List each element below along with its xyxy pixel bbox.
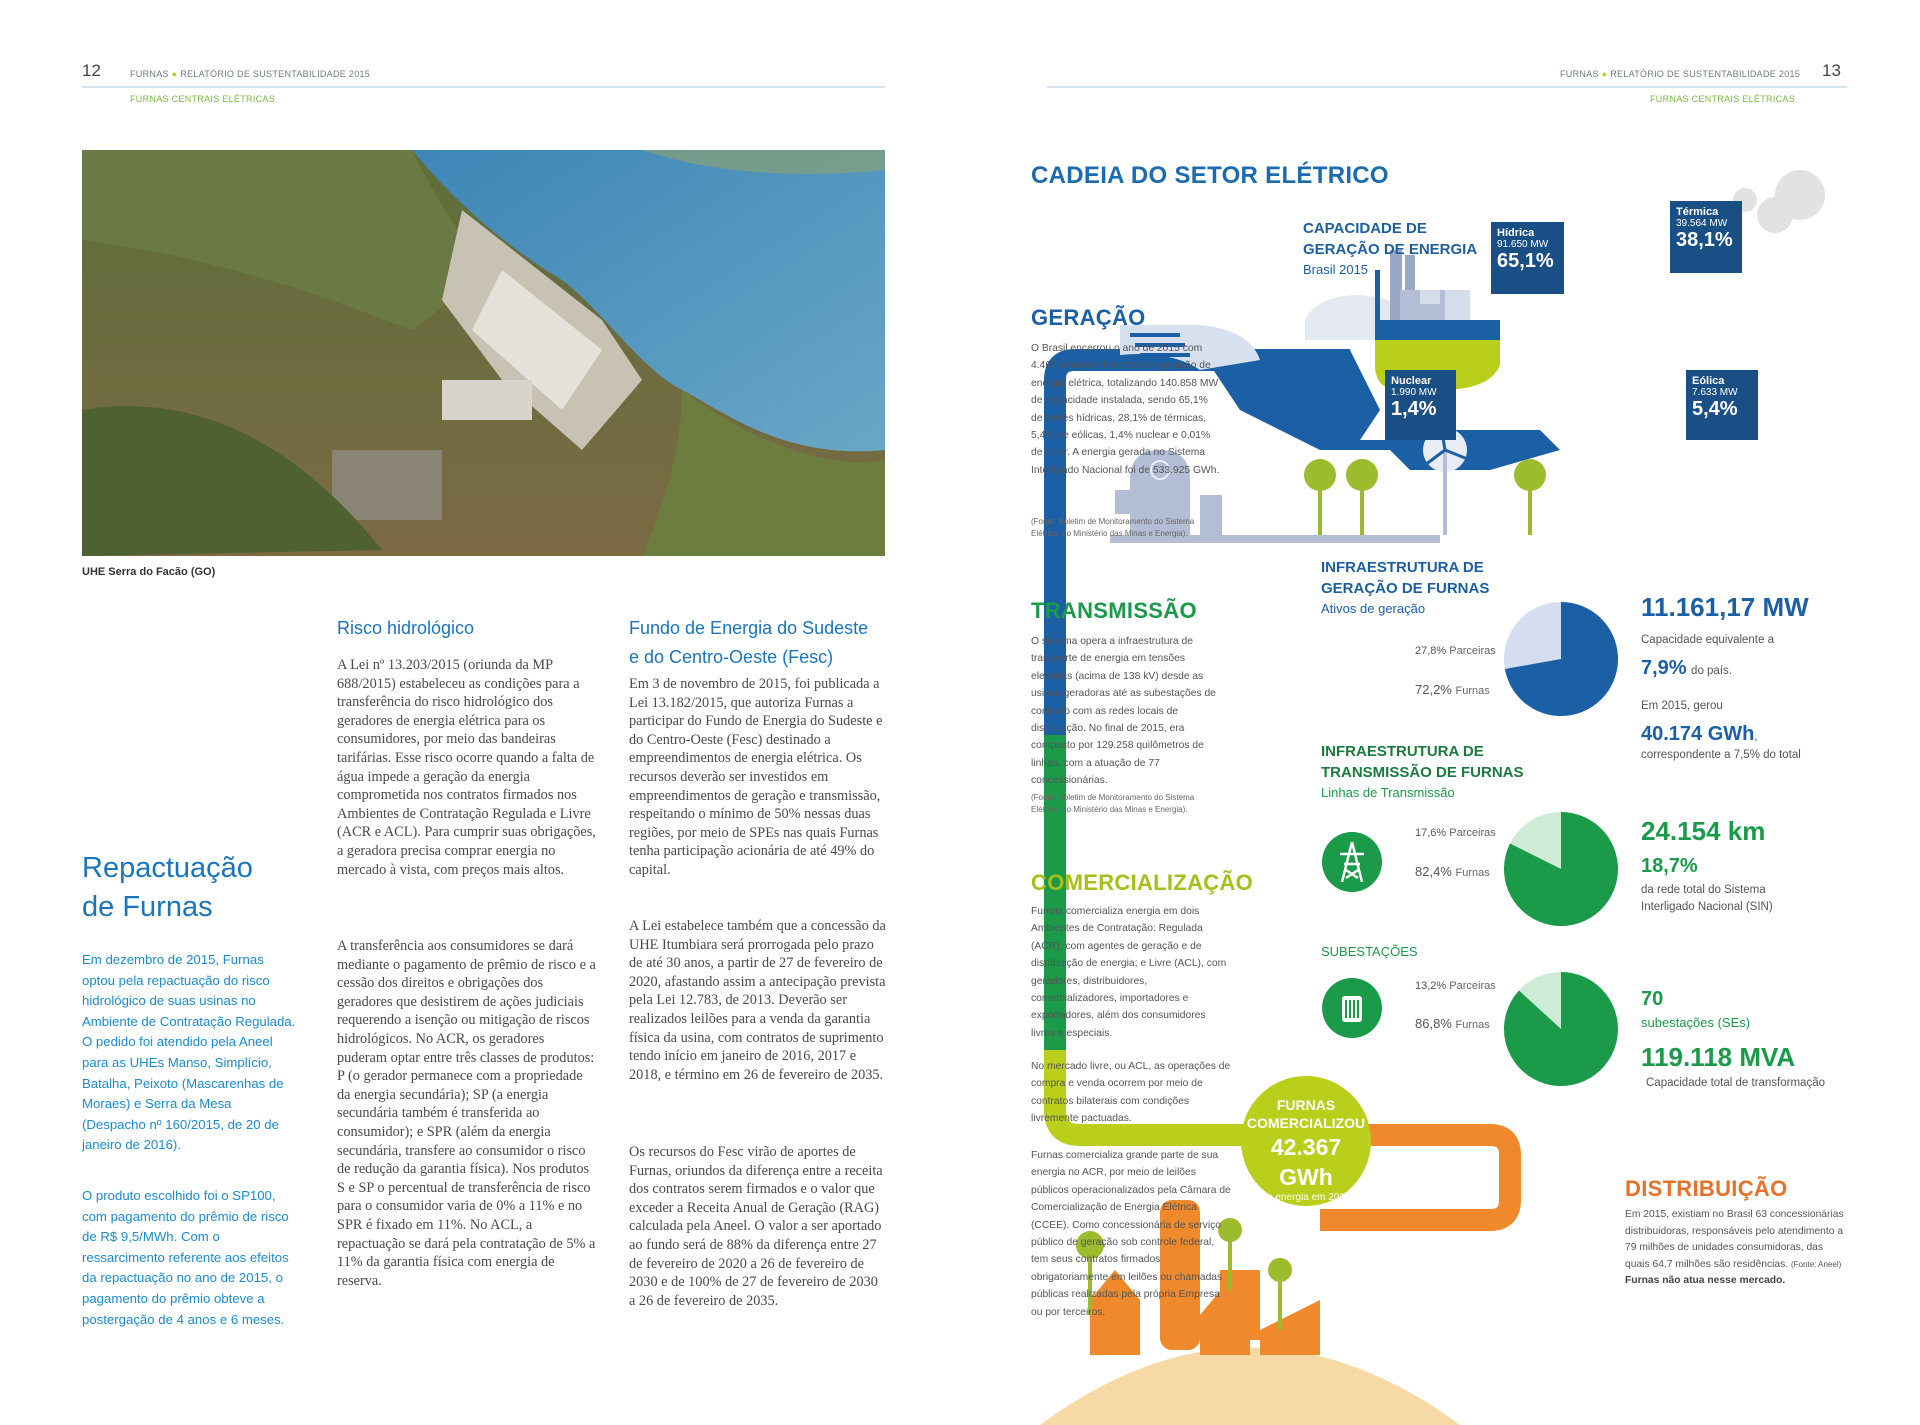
flag-nuclear: Nuclear 1.990 MW 1,4% bbox=[1385, 370, 1456, 440]
col1-title: Risco hidrológico bbox=[337, 618, 475, 638]
infra-geracao-capacity: 11.161,17 MW bbox=[1641, 592, 1809, 622]
transmissao-source: (Fonte: Boletim de Monitoramento do Sistema Elétrico, do Ministério das Minas e Energia). bbox=[1031, 793, 1195, 814]
comercializacao-paragraph-2: No mercado livre, ou ACL, as operações de compra e venda ocorrem por meio de contratos bilaterais com condições livremente pactuadas. bbox=[1031, 1061, 1231, 1125]
infra-geracao-subtitle: Ativos de geração bbox=[1321, 601, 1426, 616]
comercializacao-paragraph-1: Furnas comercializa energia em dois Ambientes de Contratação: Regulada (ACR), com agentes de geração e de distribuição de energia; e Livre (ACL), com geradores, distribuidores, comercializadores, importadores e exportadores, além dos consumidores livres e especiais. bbox=[1031, 906, 1227, 1039]
transmissao-paragraph: O sistema opera a infraestrutura de transporte de energia em tensões elevadas (acima de 138 kV) desde as usinas geradoras até as subestações de conexão com as redes locais de distribuição. No final de 2015, era composto por 129.258 quilômetros de linhas, com a atuação de 77 concessionárias. bbox=[1031, 636, 1216, 787]
geracao-heading: GERAÇÃO bbox=[1031, 305, 1146, 330]
comercializacao-heading: COMERCIALIZAÇÃO bbox=[1031, 870, 1254, 895]
distribuicao-paragraph: Em 2015, existiam no Brasil 63 concessionárias distribuidoras, responsáveis pelo atendimento a 79 milhões de unidades consumidoras, das quais 64,7 milhões são residências. (Fonte: Aneel) Furnas não atua nesse mercado. bbox=[1625, 1209, 1844, 1286]
furnas-comercializou-circle: FURNAS COMERCIALIZOU 42.367 GWh de energia em 2015 bbox=[1241, 1076, 1371, 1206]
flag-eolica: Eólica 7.633 MW 5,4% bbox=[1686, 370, 1758, 440]
side-paragraph-1: Em dezembro de 2015, Furnas optou pela repactuação do risco hidrológico de suas usinas no Ambiente de Contratação Regulada. O pedido foi atendido pela Aneel para as UHEs Manso, Simplício, Batalha, Peixoto (Mascarenhas de Moraes) e Serra da Mesa (Despacho nº 160/2015, de 20 de janeiro de 2016). bbox=[82, 952, 296, 1153]
comercializacao-paragraph-3: Furnas comercializa grande parte de sua energia no ACR, por meio de leilões públicos operacionalizados pela Câmara de Comercialização de Energia Elétrica (CCEE). Como concessionária de serviço público de geração sob controle federal, tem seus contratos firmados obrigatoriamente em leilões ou chamadas públicas realizadas pela própria Empresa ou por terceiros. bbox=[1031, 1150, 1231, 1318]
col1-paragraph-2: A transferência aos consumidores se dará mediante o pagamento de prêmio de risco e a cessão dos direitos e obrigações dos geradores que desistirem de ações judiciais requerendo a isenção ou mitigação de riscos hidrológicos. No ACR, os geradores puderam optar entre três classes de produtos: P (o gerador permanece com a propriedade da energia secundária); SP (a energia secundária também é transferida ao consumidor); e SPR (além da energia secundária, transfere ao consumidor o risco de redução da garantia física). Nos produtos S e SP o percentual de transferência de risco para o consumidor varia de 0% a 11% e no SPR é fixado em 11%. No ACL, a repactuação se dará pela contratação de 5% a 11% da garantia física com energia de reserva. bbox=[337, 938, 596, 1289]
photo-caption: UHE Serra do Facão (GO) bbox=[82, 566, 216, 578]
infra-transmissao-subtitle: Linhas de Transmissão bbox=[1321, 785, 1455, 800]
pie-geracao-parceiras-label: 27,8% Parceiras bbox=[1415, 645, 1496, 657]
page-number-left: 12 bbox=[82, 61, 101, 80]
distribuicao-heading: DISTRIBUIÇÃO bbox=[1625, 1176, 1788, 1201]
subestacoes-count: 70 bbox=[1641, 988, 1664, 1010]
infra-transmissao-km: 24.154 km bbox=[1641, 816, 1766, 846]
infra-geracao-em-2015: Em 2015, gerou bbox=[1641, 700, 1723, 712]
pie-transmissao bbox=[1502, 810, 1620, 928]
capacidade-subtitle: Brasil 2015 bbox=[1303, 262, 1369, 277]
side-paragraph-2: O produto escolhido foi o SP100, com pagamento do prêmio de risco de R$ 9,5/MWh. Com o ressarcimento referente aos efeitos da repactuação no ano de 2015, o pagamento do prêmio obteve a postergação de 4 anos e 6 meses. bbox=[82, 1188, 289, 1327]
col2-title: Fundo de Energia do Sudeste e do Centro-Oeste (Fesc) bbox=[629, 618, 869, 667]
pie-transmissao-furnas-label: 82,4% Furnas bbox=[1415, 864, 1490, 879]
infra-geracao-capacity-text: Capacidade equivalente a bbox=[1641, 634, 1774, 646]
col2-paragraph-1: Em 3 de novembro de 2015, foi publicada a Lei 13.182/2015, que autoriza Furnas a participar do Fundo de Energia do Sudeste e do Centro-Oeste (Fesc) destinado a empreendimentos de energia elétrica. Os recursos deverão ser investidos em empreendimentos de geração e transmissão, respeitando o mínimo de 50% nessas duas regiões, por meio de SPEs nas quais Furnas tenha participação acionária de até 49% do capital. bbox=[629, 676, 883, 878]
pie-geracao bbox=[1502, 600, 1620, 718]
col1-paragraph-1: A Lei nº 13.203/2015 (oriunda da MP 688/2015) estabeleceu as condições para a transferência do risco hidrológico dos geradores de energia elétrica para os consumidores, por meio das bandeiras tarifárias. Esse risco ocorre quando a falta de água impede a geração da energia comprometida nos contratos firmados nos Ambientes de Contratação Regulada e Livre (ACR e ACL). Para cumprir suas obrigações, a geradora precisa comprar energia no mercado à vista, com preços mais altos. bbox=[337, 657, 596, 878]
infra-geracao-corresponde: correspondente a 7,5% do total bbox=[1641, 749, 1801, 761]
running-subheader-left: FURNAS CENTRAIS ELÉTRICAS bbox=[130, 94, 276, 104]
subestacoes-mva-text: Capacidade total de transformação bbox=[1646, 1077, 1825, 1089]
flag-hidrica: Hídrica 91.650 MW 65,1% bbox=[1491, 222, 1564, 294]
pie-transmissao-parceiras-label: 17,6% Parceiras bbox=[1415, 827, 1496, 839]
running-subheader-right: FURNAS CENTRAIS ELÉTRICAS bbox=[1650, 94, 1796, 104]
header-rule bbox=[82, 86, 885, 88]
flag-termica: Térmica 39.564 MW 38,1% bbox=[1670, 201, 1742, 273]
infra-transmissao-text: da rede total do Sistema Interligado Nacional (SIN) bbox=[1641, 884, 1773, 913]
running-header-left: FURNAS ● RELATÓRIO DE SUSTENTABILIDADE 2015 bbox=[130, 69, 371, 79]
subestacoes-count-text: subestações (SEs) bbox=[1641, 1015, 1751, 1030]
geracao-source: (Fonte: Boletim de Monitoramento do Sistema Elétrico, do Ministério das Minas e Energia). bbox=[1031, 517, 1195, 538]
dam-photo-image bbox=[82, 150, 885, 556]
pie-subestacoes-parceiras-label: 13,2% Parceiras bbox=[1415, 980, 1496, 992]
transmission-tower-icon bbox=[1322, 832, 1382, 892]
infra-transmissao-title: INFRAESTRUTURA DE TRANSMISSÃO DE FURNAS bbox=[1321, 743, 1524, 781]
running-header-right: FURNAS ● RELATÓRIO DE SUSTENTABILIDADE 2015 bbox=[1560, 69, 1801, 79]
infra-transmissao-pct: 18,7% bbox=[1641, 855, 1698, 877]
geracao-paragraph: O Brasil encerrou o ano de 2015 com 4.467 empreendimentos de geração de energia elétrica, totalizando 140.858 MW de capacidade instalada, sendo 65,1% de fontes hídricas, 28,1% de térmicas, 5,4% de eólicas, 1,4% nuclear e 0,01% de solar. A energia gerada no Sistema Interligado Nacional foi de 533.925 GWh. bbox=[1031, 343, 1220, 476]
page-number-right: 13 bbox=[1822, 61, 1841, 80]
col2-paragraph-3: Os recursos do Fesc virão de aportes de Furnas, oriundos da diferença entre a receita dos contratos serem firmados e o valor que exceder a Receita Anual de Geração (RAG) calculada pela Aneel. O valor a ser aportado ao fundo será de 88% da diferença entre 27 de fevereiro de 2020 a 26 de fevereiro de 2030 e de 100% de 27 de fevereiro de 2030 a 26 de fevereiro de 2035. bbox=[629, 1144, 883, 1309]
infra-geracao-gwh: 40.174 GWh, bbox=[1641, 723, 1758, 745]
transmissao-heading: TRANSMISSÃO bbox=[1031, 598, 1197, 623]
col2-paragraph-2: A Lei estabelece também que a concessão da UHE Itumbiara será prorrogada pelo prazo de até 30 anos, a partir de 27 de fevereiro de 2020, afastando assim a antecipação prevista pela Lei 12.783, de 2013. Deverão ser realizados leilões para a venda da garantia física da usina, com contratos de suprimento tendo início em janeiro de 2016, 2017 e 2018, e término em 26 de fevereiro de 2035. bbox=[629, 918, 886, 1083]
subestacoes-mva: 119.118 MVA bbox=[1641, 1042, 1796, 1072]
pie-geracao-furnas-label: 72,2% Furnas bbox=[1415, 682, 1490, 697]
dam-photo bbox=[82, 150, 885, 556]
side-title: Repactuação de Furnas bbox=[82, 852, 253, 923]
subestacoes-heading: SUBESTAÇÕES bbox=[1321, 944, 1418, 959]
capacidade-title: CAPACIDADE DE GERAÇÃO DE ENERGIA bbox=[1303, 220, 1478, 258]
pie-subestacoes-furnas-label: 86,8% Furnas bbox=[1415, 1016, 1490, 1031]
infra-geracao-title: INFRAESTRUTURA DE GERAÇÃO DE FURNAS bbox=[1321, 559, 1490, 597]
infra-geracao-share: 7,9% do país. bbox=[1641, 657, 1732, 679]
pie-subestacoes bbox=[1502, 970, 1620, 1088]
substation-icon bbox=[1322, 978, 1382, 1038]
header-rule-right bbox=[1047, 86, 1847, 88]
infographic-title: CADEIA DO SETOR ELÉTRICO bbox=[1031, 162, 1389, 189]
